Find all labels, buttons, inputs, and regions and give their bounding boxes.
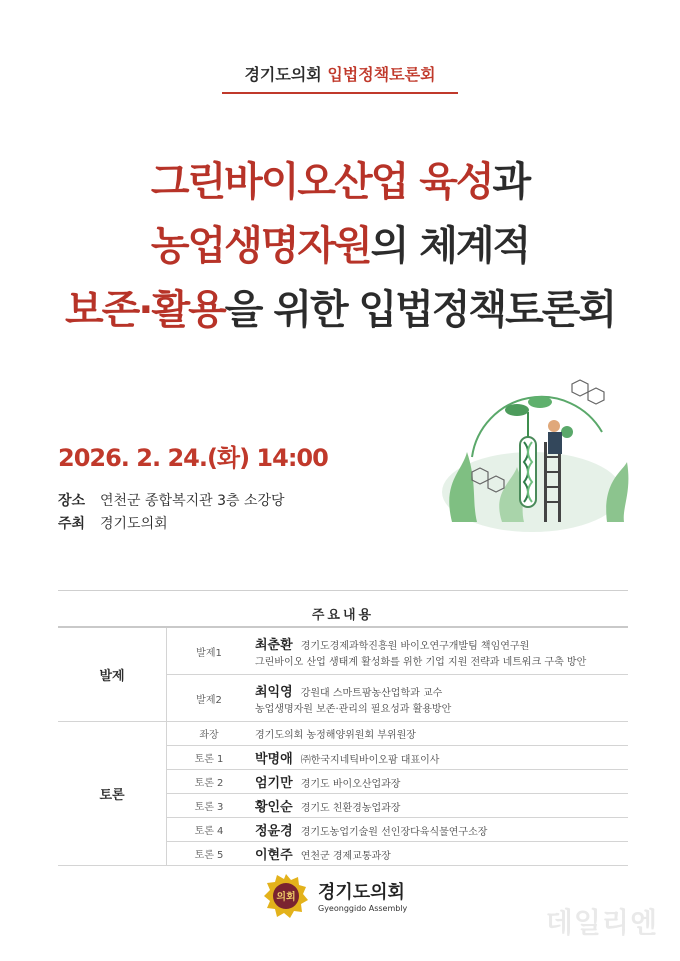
tag-event-type: 입법정책토론회 [327, 65, 436, 84]
event-date: 2026. 2. 24.(화) 14:00 [58, 444, 328, 472]
host-label: 주최 [58, 516, 86, 532]
group-presentation: 발제 [58, 627, 167, 722]
host-value: 경기도의회 [100, 516, 168, 532]
venue-value: 연천군 종합복지관 3층 소강당 [100, 493, 285, 509]
program-table [58, 626, 628, 866]
seal-text: 의회 [276, 892, 296, 903]
title-line3-rest: 을 위한 입법정책토론회 [224, 287, 616, 333]
content-cell [251, 675, 628, 722]
assembly-logo [262, 872, 462, 920]
section-title: 주요내용 [311, 608, 375, 623]
speaker-affiliation: 경기도 친환경농업과장 [300, 803, 401, 814]
title-line1-rest: 과 [492, 159, 530, 205]
group-discussion: 토론 [58, 722, 167, 866]
content-cell [251, 842, 628, 866]
speaker-affiliation: 강원대 스마트팜농산업학과 교수 [300, 688, 443, 699]
speaker-affiliation: ㈜한국지네틱바이오팜 대표이사 [300, 755, 440, 766]
speaker-affiliation: 경기도 바이오산업과장 [300, 779, 401, 790]
role-cell: 토론 2 [167, 770, 252, 794]
speaker-name: 최춘환 [255, 638, 293, 653]
content-cell [251, 770, 628, 794]
logo-name: 경기도의회 [318, 882, 405, 903]
role-cell: 토론 4 [167, 818, 252, 842]
speaker-affiliation: 경기도농업기술원 선인장다육식물연구소장 [300, 827, 488, 838]
speaker-affiliation: 경기도경제과학진흥원 바이오연구개발팀 책임연구원 [300, 641, 530, 652]
role-cell: 발제1 [167, 627, 252, 675]
title-line2-accent: 농업생명자원 [150, 223, 371, 269]
role-cell: 토론 3 [167, 794, 252, 818]
biotech-illustration [432, 362, 638, 540]
content-cell [251, 818, 628, 842]
tag-org: 경기도의회 [244, 65, 322, 84]
table-row [58, 627, 628, 675]
watermark: 데일리엔 [545, 906, 658, 939]
speaker-name: 정윤경 [255, 824, 293, 839]
title-line3-accent: 보존·활용 [64, 287, 225, 333]
table-row [58, 722, 628, 746]
title-line2-rest: 의 체계적 [370, 223, 530, 269]
role-cell: 토론 5 [167, 842, 252, 866]
content-cell [251, 746, 628, 770]
logo-english-name: Gyeonggido Assembly [318, 904, 408, 913]
assembly-seal-icon [262, 872, 310, 920]
role-cell: 발제2 [167, 675, 252, 722]
title-line1-accent: 그린바이오산업 육성 [150, 159, 493, 205]
content-cell [251, 794, 628, 818]
host-row [58, 513, 168, 533]
venue-label: 장소 [58, 493, 86, 509]
speaker-name: 박명애 [255, 752, 293, 767]
speaker-affiliation: 경기도의회 농정해양위원회 부위원장 [255, 730, 416, 741]
role-cell: 토론 1 [167, 746, 252, 770]
speaker-name: 이현주 [255, 848, 293, 863]
topic: 농업생명자원 보존·관리의 필요성과 활용방안 [255, 704, 452, 715]
role-cell: 좌장 [167, 722, 252, 746]
speaker-name: 최익영 [255, 685, 293, 700]
page-title [0, 150, 680, 342]
content-cell [251, 627, 628, 675]
speaker-affiliation: 연천군 경제교통과장 [300, 851, 391, 862]
event-tag [222, 64, 458, 94]
speaker-name: 황인순 [255, 800, 293, 815]
speaker-name: 엄기만 [255, 776, 293, 791]
content-cell [251, 722, 628, 746]
section-divider [58, 590, 628, 591]
venue-row [58, 490, 285, 510]
topic: 그린바이오 산업 생태계 활성화를 위한 기업 지원 전략과 네트워크 구축 방안 [255, 657, 587, 668]
